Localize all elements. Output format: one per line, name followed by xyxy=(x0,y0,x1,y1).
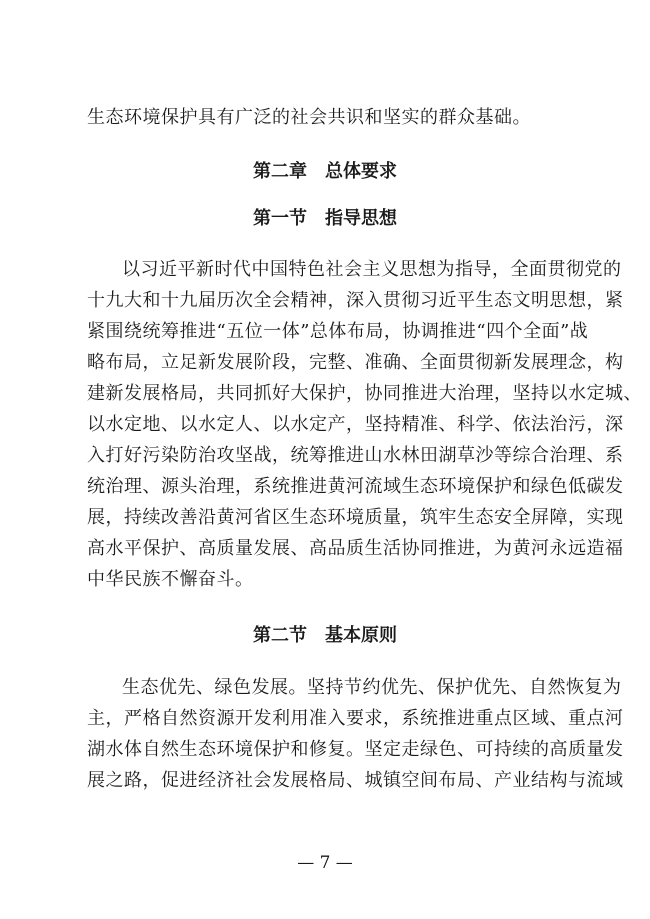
paragraph-line: 湖水体自然生态环境保护和修复。坚定走绿色、可持续的高质量发 xyxy=(87,739,624,760)
page-number: — 7 — xyxy=(297,853,353,873)
paragraph-line: 紧围绕统筹推进“五位一体”总体布局，协调推进“四个全面”战 xyxy=(87,321,589,342)
paragraph-line: 展，持续改善沿黄河省区生态环境质量，筑牢生态安全屏障，实现 xyxy=(87,507,624,528)
paragraph-line: 以水定地、以水定人、以水定产，坚持精准、科学、依法治污，深 xyxy=(87,414,624,435)
chapter-heading: 第二章 总体要求 xyxy=(253,161,397,182)
paragraph-line: 统治理、源头治理，系统推进黄河流域生态环境保护和绿色低碳发 xyxy=(87,476,624,497)
paragraph-line: 主，严格自然资源开发利用准入要求，系统推进重点区域、重点河 xyxy=(87,708,624,729)
paragraph-line: 建新发展格局，共同抓好大保护，协同推进大治理，坚持以水定城、 xyxy=(87,383,642,404)
paragraph-line: 高水平保护、高质量发展、高品质生活协同推进，为黄河永远造福 xyxy=(87,538,624,559)
paragraph-line: 展之路，促进经济社会发展格局、城镇空间布局、产业结构与流域 xyxy=(87,770,624,791)
paragraph-line: 以习近平新时代中国特色社会主义思想为指导，全面贯彻党的 xyxy=(122,259,622,280)
paragraph-line: 生态优先、绿色发展。坚持节约优先、保护优先、自然恢复为 xyxy=(122,677,622,698)
paragraph-line: 略布局，立足新发展阶段，完整、准确、全面贯彻新发展理念，构 xyxy=(87,352,624,373)
paragraph-line: 十九大和十九届历次全会精神，深入贯彻习近平生态文明思想，紧 xyxy=(87,290,624,311)
section-2-heading: 第二节 基本原则 xyxy=(253,625,397,646)
section-1-heading: 第一节 指导思想 xyxy=(253,208,397,229)
intro-line: 生态环境保护具有广泛的社会共识和坚实的群众基础。 xyxy=(87,107,531,128)
paragraph-line: 入打好污染防治攻坚战，统筹推进山水林田湖草沙等综合治理、系 xyxy=(87,445,624,466)
paragraph-line: 中华民族不懈奋斗。 xyxy=(87,569,254,590)
